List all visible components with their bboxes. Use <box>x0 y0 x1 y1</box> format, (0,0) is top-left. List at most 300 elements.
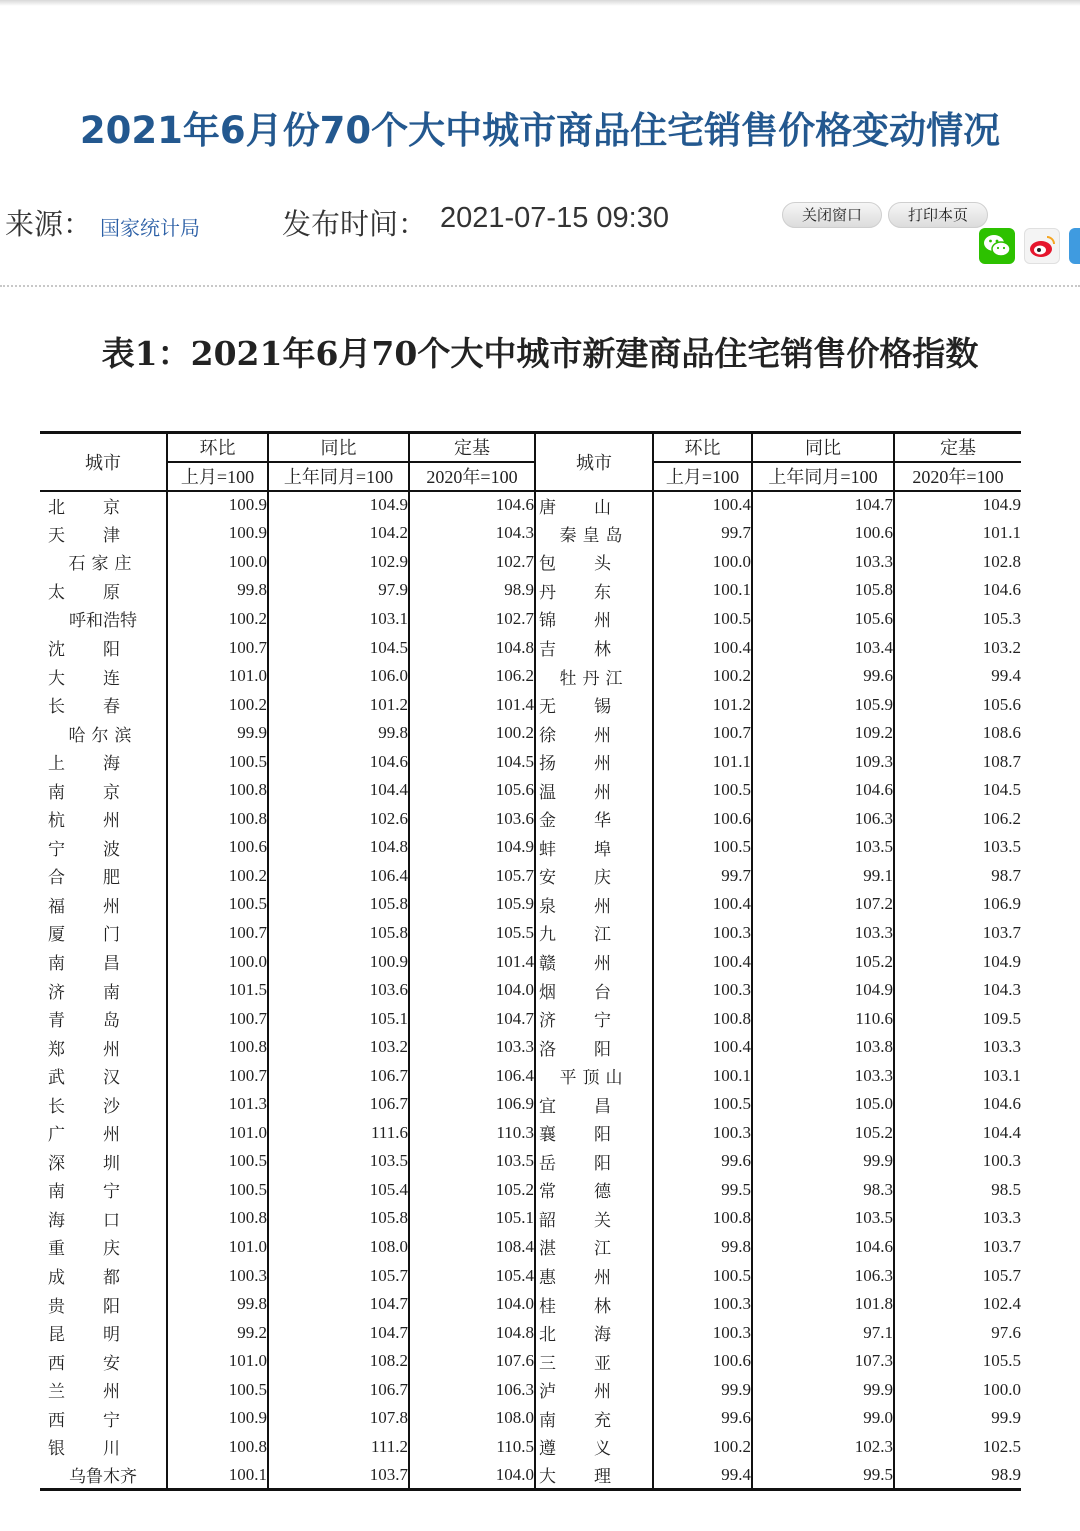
mom-value: 100.3 <box>653 1318 752 1347</box>
mom-value: 100.6 <box>653 1347 752 1376</box>
city-name: 广州 <box>40 1119 167 1148</box>
table-row <box>40 1404 1021 1433</box>
mom-value: 100.8 <box>167 1033 268 1062</box>
fixed-base-value: 102.7 <box>409 548 535 577</box>
mom-value: 101.0 <box>167 1119 268 1148</box>
yoy-value: 110.6 <box>752 1004 894 1033</box>
fixed-base-value: 105.9 <box>409 890 535 919</box>
fixed-base-value: 108.0 <box>409 1404 535 1433</box>
city-name: 金华 <box>535 805 653 834</box>
fixed-base-value: 104.8 <box>409 633 535 662</box>
fixed-base-value: 104.3 <box>982 980 1021 1000</box>
yoy-value: 103.3 <box>752 1061 894 1090</box>
city-name: 银川 <box>40 1433 167 1462</box>
yoy-value: 103.5 <box>752 1204 894 1233</box>
fixed-base-value: 97.6 <box>991 1322 1021 1342</box>
mom-value: 100.5 <box>653 1261 752 1290</box>
fixed-base-value: 108.7 <box>982 751 1021 771</box>
fixed-base-value: 105.7 <box>982 1265 1021 1285</box>
yoy-value: 105.8 <box>268 919 409 948</box>
fixed-base-value: 108.6 <box>982 723 1021 743</box>
source-link[interactable]: 国家统计局 <box>100 216 200 240</box>
fixed-base-value: 104.6 <box>982 1094 1021 1114</box>
yoy-value: 97.9 <box>268 576 409 605</box>
yoy-value: 105.8 <box>752 576 894 605</box>
yoy-value: 107.2 <box>752 890 894 919</box>
fixed-base-value: 104.9 <box>409 833 535 862</box>
table-row <box>40 1261 1021 1290</box>
city-name: 青岛 <box>40 1004 167 1033</box>
city-name: 南宁 <box>40 1176 167 1205</box>
fixed-base-value: 100.2 <box>409 719 535 748</box>
yoy-value: 99.9 <box>752 1375 894 1404</box>
yoy-value: 104.7 <box>268 1290 409 1319</box>
mom-value: 100.5 <box>167 1375 268 1404</box>
publish-label: 发布时间： <box>282 207 428 241</box>
table-row <box>40 1033 1021 1062</box>
mom-value: 99.8 <box>167 1290 268 1319</box>
table-row <box>40 1233 1021 1262</box>
city-name: 大理 <box>535 1461 653 1490</box>
mom-value: 99.6 <box>653 1147 752 1176</box>
city-name: 牡丹江 <box>535 662 653 691</box>
table-row <box>40 1433 1021 1462</box>
mom-value: 100.7 <box>167 1004 268 1033</box>
city-name: 唐山 <box>535 491 653 520</box>
fixed-base-value: 106.2 <box>982 808 1021 828</box>
city-name: 吉林 <box>535 633 653 662</box>
publish-time: 2021-07-15 09:30 <box>440 202 669 234</box>
city-name: 遵义 <box>535 1433 653 1462</box>
city-name: 沈阳 <box>40 633 167 662</box>
city-name: 大连 <box>40 662 167 691</box>
mom-value: 100.3 <box>653 976 752 1005</box>
yoy-value: 99.6 <box>752 662 894 691</box>
fixed-base-value: 99.4 <box>991 666 1021 686</box>
mom-value: 100.3 <box>653 1119 752 1148</box>
fixed-base-value: 101.4 <box>409 690 535 719</box>
table-row <box>40 1176 1021 1205</box>
city-name: 济南 <box>40 976 167 1005</box>
fixed-base-value: 103.3 <box>409 1033 535 1062</box>
mom-value: 100.8 <box>653 1004 752 1033</box>
fixed-base-value: 98.9 <box>409 576 535 605</box>
mom-value: 100.1 <box>167 1461 268 1490</box>
yoy-value: 107.8 <box>268 1404 409 1433</box>
col-header-city: 城市 <box>40 433 167 491</box>
yoy-value: 105.1 <box>268 1004 409 1033</box>
yoy-value: 104.6 <box>268 747 409 776</box>
fixed-base-value: 104.8 <box>409 1318 535 1347</box>
fixed-base-value: 109.5 <box>982 1008 1021 1028</box>
fixed-base-value: 103.5 <box>982 837 1021 857</box>
mom-value: 100.9 <box>167 519 268 548</box>
table-row <box>40 690 1021 719</box>
fixed-base-value: 102.7 <box>409 605 535 634</box>
mom-value: 99.7 <box>653 519 752 548</box>
fixed-base-value: 105.1 <box>409 1204 535 1233</box>
mom-value: 100.6 <box>167 833 268 862</box>
mom-value: 100.7 <box>167 633 268 662</box>
fixed-base-value: 102.8 <box>982 551 1021 571</box>
fixed-base-value: 110.3 <box>409 1119 535 1148</box>
mom-value: 100.8 <box>167 1204 268 1233</box>
yoy-value: 105.2 <box>752 1119 894 1148</box>
fixed-base-value: 105.6 <box>409 776 535 805</box>
fixed-base-value: 104.3 <box>409 519 535 548</box>
fixed-base-value: 106.9 <box>982 894 1021 914</box>
yoy-value: 105.0 <box>752 1090 894 1119</box>
mom-value: 100.8 <box>653 1204 752 1233</box>
yoy-value: 100.9 <box>268 947 409 976</box>
mom-value: 100.9 <box>167 491 268 520</box>
table-title: 表1：2021年6月70个大中城市新建商品住宅销售价格指数 <box>101 334 979 373</box>
city-name: 天津 <box>40 519 167 548</box>
mom-value: 101.1 <box>653 747 752 776</box>
yoy-value: 106.0 <box>268 662 409 691</box>
fixed-base-value: 103.7 <box>982 922 1021 942</box>
city-name: 惠州 <box>535 1261 653 1290</box>
fixed-base-value: 98.5 <box>991 1179 1021 1199</box>
yoy-value: 104.9 <box>752 976 894 1005</box>
yoy-value: 99.0 <box>752 1404 894 1433</box>
fixed-base-value: 104.5 <box>409 747 535 776</box>
fixed-base-value: 104.9 <box>982 951 1021 971</box>
yoy-value: 105.4 <box>268 1176 409 1205</box>
city-name: 湛江 <box>535 1233 653 1262</box>
col-header-yoy: 同比 <box>268 433 409 462</box>
yoy-value: 104.4 <box>268 776 409 805</box>
fixed-base-value: 103.7 <box>982 1236 1021 1256</box>
mom-value: 100.7 <box>167 1061 268 1090</box>
yoy-value: 104.6 <box>752 776 894 805</box>
weibo-share-icon[interactable] <box>1024 228 1060 264</box>
fixed-base-value: 104.9 <box>982 495 1021 515</box>
mom-value: 100.4 <box>653 1033 752 1062</box>
col-header-fixed: 定基 <box>894 433 1021 462</box>
city-name: 西安 <box>40 1347 167 1376</box>
fixed-base-value: 104.5 <box>982 780 1021 800</box>
table-row <box>40 833 1021 862</box>
mom-value: 100.2 <box>653 1433 752 1462</box>
subheader-mom: 上月=100 <box>653 462 752 491</box>
fixed-base-value: 105.3 <box>982 608 1021 628</box>
mom-value: 100.5 <box>653 1090 752 1119</box>
wechat-share-icon[interactable] <box>979 228 1015 264</box>
mom-value: 100.3 <box>653 1290 752 1319</box>
city-name: 成都 <box>40 1261 167 1290</box>
fixed-base-value: 104.0 <box>409 1461 535 1490</box>
city-name: 安庆 <box>535 862 653 891</box>
city-name: 重庆 <box>40 1233 167 1262</box>
table-row <box>40 1318 1021 1347</box>
yoy-value: 103.5 <box>752 833 894 862</box>
city-name: 温州 <box>535 776 653 805</box>
subheader-fixed: 2020年=100 <box>894 462 1021 491</box>
city-name: 岳阳 <box>535 1147 653 1176</box>
city-name: 蚌埠 <box>535 833 653 862</box>
mom-value: 101.5 <box>167 976 268 1005</box>
col-header-city: 城市 <box>535 433 653 491</box>
subheader-fixed: 2020年=100 <box>409 462 535 491</box>
city-name: 丹东 <box>535 576 653 605</box>
mom-value: 100.2 <box>167 605 268 634</box>
city-name: 石家庄 <box>40 548 167 577</box>
fixed-base-value: 104.0 <box>409 1290 535 1319</box>
table-body <box>40 491 1021 1490</box>
mom-value: 100.7 <box>653 719 752 748</box>
city-name: 呼和浩特 <box>40 605 167 634</box>
city-name: 桂林 <box>535 1290 653 1319</box>
yoy-value: 106.3 <box>752 1261 894 1290</box>
city-name: 北海 <box>535 1318 653 1347</box>
yoy-value: 106.7 <box>268 1375 409 1404</box>
yoy-value: 101.2 <box>268 690 409 719</box>
city-name: 武汉 <box>40 1061 167 1090</box>
table-row <box>40 576 1021 605</box>
yoy-value: 103.3 <box>752 548 894 577</box>
city-name: 秦皇岛 <box>535 519 653 548</box>
yoy-value: 102.9 <box>268 548 409 577</box>
yoy-value: 108.0 <box>268 1233 409 1262</box>
fixed-base-value: 103.3 <box>982 1037 1021 1057</box>
yoy-value: 105.9 <box>752 690 894 719</box>
city-name: 西宁 <box>40 1404 167 1433</box>
fixed-base-value: 104.7 <box>409 1004 535 1033</box>
fixed-base-value: 107.6 <box>409 1347 535 1376</box>
fixed-base-value: 103.2 <box>982 637 1021 657</box>
mom-value: 100.5 <box>167 747 268 776</box>
table-row <box>40 1004 1021 1033</box>
mom-value: 100.5 <box>167 890 268 919</box>
yoy-value: 102.6 <box>268 805 409 834</box>
table-row <box>40 1461 1021 1490</box>
yoy-value: 104.6 <box>752 1233 894 1262</box>
table-row <box>40 1061 1021 1090</box>
source-label: 来源： <box>5 207 93 241</box>
fixed-base-value: 104.6 <box>982 580 1021 600</box>
mom-value: 99.9 <box>653 1375 752 1404</box>
city-name: 长沙 <box>40 1090 167 1119</box>
table-row <box>40 1375 1021 1404</box>
table-row <box>40 548 1021 577</box>
city-name: 深圳 <box>40 1147 167 1176</box>
mom-value: 100.0 <box>167 947 268 976</box>
table-row <box>40 890 1021 919</box>
city-name: 乌鲁木齐 <box>40 1461 167 1490</box>
yoy-value: 111.6 <box>268 1119 409 1148</box>
mom-value: 99.8 <box>167 576 268 605</box>
yoy-value: 105.6 <box>752 605 894 634</box>
city-name: 九江 <box>535 919 653 948</box>
mom-value: 100.0 <box>653 548 752 577</box>
table-row <box>40 919 1021 948</box>
qzone-share-icon[interactable] <box>1069 228 1080 264</box>
city-name: 洛阳 <box>535 1033 653 1062</box>
mom-value: 100.2 <box>167 690 268 719</box>
city-name: 烟台 <box>535 976 653 1005</box>
mom-value: 101.0 <box>167 1233 268 1262</box>
yoy-value: 99.8 <box>268 719 409 748</box>
fixed-base-value: 101.4 <box>409 947 535 976</box>
mom-value: 99.6 <box>653 1404 752 1433</box>
table-row <box>40 976 1021 1005</box>
city-name: 海口 <box>40 1204 167 1233</box>
yoy-value: 108.2 <box>268 1347 409 1376</box>
mom-value: 100.1 <box>653 576 752 605</box>
subheader-mom: 上月=100 <box>167 462 268 491</box>
city-name: 南京 <box>40 776 167 805</box>
city-name: 无锡 <box>535 690 653 719</box>
yoy-value: 105.8 <box>268 890 409 919</box>
fixed-base-value: 99.9 <box>991 1408 1021 1428</box>
table-row <box>40 1204 1021 1233</box>
col-header-yoy: 同比 <box>752 433 894 462</box>
city-name: 长春 <box>40 690 167 719</box>
table-row <box>40 805 1021 834</box>
city-name: 徐州 <box>535 719 653 748</box>
city-name: 济宁 <box>535 1004 653 1033</box>
mom-value: 100.3 <box>167 1261 268 1290</box>
mom-value: 100.5 <box>653 776 752 805</box>
mom-value: 99.5 <box>653 1176 752 1205</box>
table-row <box>40 519 1021 548</box>
city-name: 赣州 <box>535 947 653 976</box>
fixed-base-value: 106.4 <box>409 1061 535 1090</box>
table-row <box>40 1119 1021 1148</box>
city-name: 上海 <box>40 747 167 776</box>
city-name: 韶关 <box>535 1204 653 1233</box>
mom-value: 100.7 <box>167 919 268 948</box>
mom-value: 99.9 <box>167 719 268 748</box>
table-row <box>40 633 1021 662</box>
fixed-base-value: 104.0 <box>409 976 535 1005</box>
yoy-value: 101.8 <box>752 1290 894 1319</box>
table-row <box>40 1290 1021 1319</box>
mom-value: 100.4 <box>653 491 752 520</box>
city-name: 昆明 <box>40 1318 167 1347</box>
mom-value: 99.2 <box>167 1318 268 1347</box>
mom-value: 101.0 <box>167 1347 268 1376</box>
subheader-yoy: 上年同月=100 <box>268 462 409 491</box>
city-name: 泸州 <box>535 1375 653 1404</box>
yoy-value: 106.7 <box>268 1090 409 1119</box>
mom-value: 100.8 <box>167 805 268 834</box>
yoy-value: 104.9 <box>268 491 409 520</box>
yoy-value: 99.1 <box>752 862 894 891</box>
yoy-value: 103.6 <box>268 976 409 1005</box>
close-window-button[interactable]: 关闭窗口 <box>782 202 882 228</box>
fixed-base-value: 103.1 <box>982 1065 1021 1085</box>
col-header-fixed: 定基 <box>409 433 535 462</box>
city-name: 锦州 <box>535 605 653 634</box>
yoy-value: 105.2 <box>752 947 894 976</box>
fixed-base-value: 103.3 <box>982 1208 1021 1228</box>
article-meta <box>0 200 1080 250</box>
fixed-base-value: 106.2 <box>409 662 535 691</box>
yoy-value: 99.5 <box>752 1461 894 1490</box>
city-name: 南昌 <box>40 947 167 976</box>
mom-value: 100.5 <box>167 1147 268 1176</box>
city-name: 哈尔滨 <box>40 719 167 748</box>
fixed-base-value: 98.9 <box>991 1464 1021 1484</box>
yoy-value: 100.6 <box>752 519 894 548</box>
mom-value: 100.1 <box>653 1061 752 1090</box>
table-row <box>40 719 1021 748</box>
mom-value: 99.7 <box>653 862 752 891</box>
yoy-value: 104.7 <box>752 491 894 520</box>
table-row <box>40 1090 1021 1119</box>
mom-value: 100.4 <box>653 890 752 919</box>
mom-value: 100.5 <box>653 605 752 634</box>
fixed-base-value: 104.6 <box>409 491 535 520</box>
yoy-value: 107.3 <box>752 1347 894 1376</box>
fixed-base-value: 103.5 <box>409 1147 535 1176</box>
fixed-base-value: 101.1 <box>982 523 1021 543</box>
city-name: 扬州 <box>535 747 653 776</box>
mom-value: 100.6 <box>653 805 752 834</box>
table-row <box>40 1347 1021 1376</box>
yoy-value: 104.5 <box>268 633 409 662</box>
yoy-value: 99.9 <box>752 1147 894 1176</box>
subheader-yoy: 上年同月=100 <box>752 462 894 491</box>
fixed-base-value: 105.5 <box>409 919 535 948</box>
table-row <box>40 491 1021 520</box>
mom-value: 99.8 <box>653 1233 752 1262</box>
city-name: 合肥 <box>40 862 167 891</box>
mom-value: 101.3 <box>167 1090 268 1119</box>
fixed-base-value: 98.7 <box>991 865 1021 885</box>
city-name: 平顶山 <box>535 1061 653 1090</box>
mom-value: 100.8 <box>167 1433 268 1462</box>
mom-value: 100.9 <box>167 1404 268 1433</box>
yoy-value: 109.3 <box>752 747 894 776</box>
mom-value: 100.4 <box>653 633 752 662</box>
table-row <box>40 947 1021 976</box>
print-page-button[interactable]: 打印本页 <box>888 202 988 228</box>
mom-value: 100.3 <box>653 919 752 948</box>
yoy-value: 106.7 <box>268 1061 409 1090</box>
yoy-value: 103.4 <box>752 633 894 662</box>
fixed-base-value: 106.9 <box>409 1090 535 1119</box>
top-shadow <box>0 0 1080 6</box>
city-name: 宜昌 <box>535 1090 653 1119</box>
fixed-base-value: 102.4 <box>982 1294 1021 1314</box>
city-name: 福州 <box>40 890 167 919</box>
city-name: 宁波 <box>40 833 167 862</box>
yoy-value: 109.2 <box>752 719 894 748</box>
yoy-value: 103.8 <box>752 1033 894 1062</box>
table-row <box>40 1147 1021 1176</box>
yoy-value: 111.2 <box>268 1433 409 1462</box>
table-row <box>40 605 1021 634</box>
fixed-base-value: 103.6 <box>409 805 535 834</box>
fixed-base-value: 105.4 <box>409 1261 535 1290</box>
city-name: 南充 <box>535 1404 653 1433</box>
price-index-table <box>40 431 1021 1491</box>
mom-value: 100.2 <box>653 662 752 691</box>
city-name: 郑州 <box>40 1033 167 1062</box>
yoy-value: 104.2 <box>268 519 409 548</box>
yoy-value: 105.8 <box>268 1204 409 1233</box>
mom-value: 100.4 <box>653 947 752 976</box>
city-name: 包头 <box>535 548 653 577</box>
yoy-value: 103.1 <box>268 605 409 634</box>
yoy-value: 97.1 <box>752 1318 894 1347</box>
city-name: 常德 <box>535 1176 653 1205</box>
mom-value: 100.2 <box>167 862 268 891</box>
fixed-base-value: 106.3 <box>409 1375 535 1404</box>
